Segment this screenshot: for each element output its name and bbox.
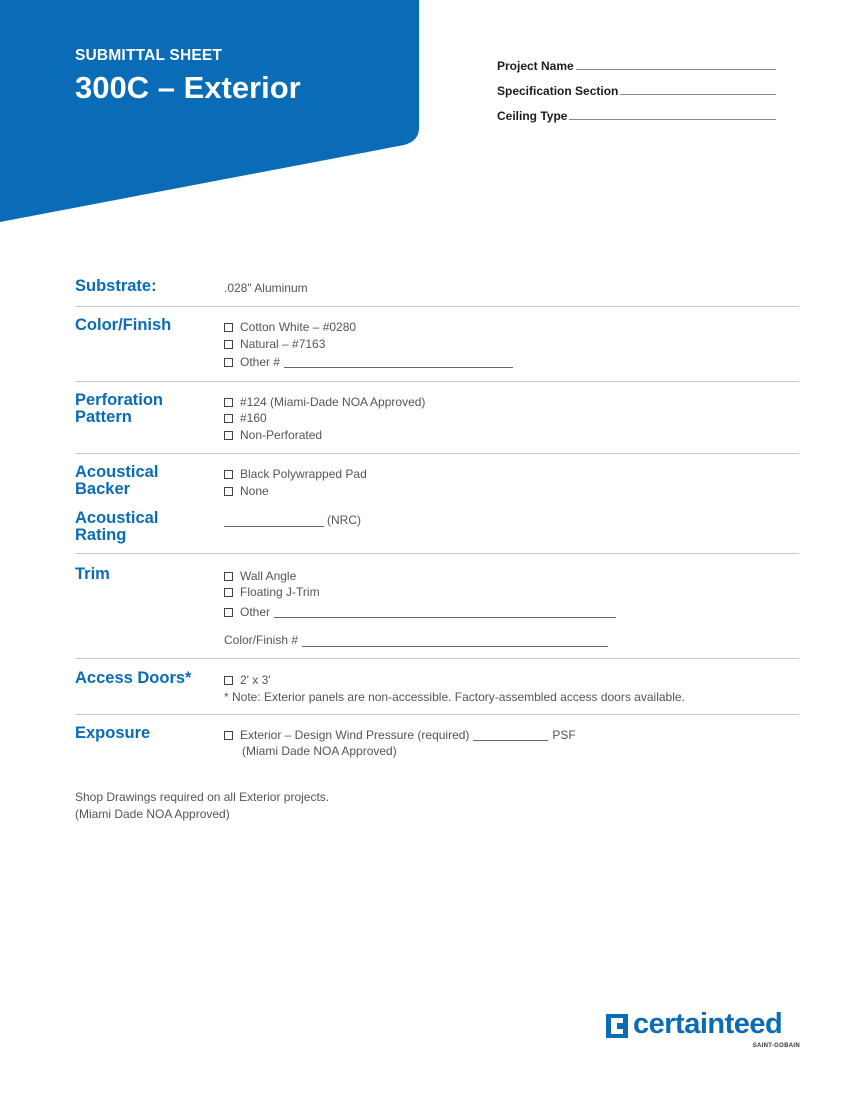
checkbox[interactable] — [224, 431, 233, 440]
project-name-field[interactable] — [497, 48, 776, 73]
access-doors-option[interactable]: 2' x 3' — [224, 673, 271, 687]
trim-color-finish-field[interactable]: Color/Finish # — [224, 633, 608, 647]
ceiling-type-label: Ceiling Type — [497, 109, 568, 123]
perforation-option[interactable]: #160 — [224, 411, 267, 425]
wind-pressure-blank[interactable] — [473, 729, 548, 741]
ceiling-type-field[interactable] — [497, 98, 776, 123]
trim-option-other[interactable]: Other — [224, 605, 616, 619]
trim-label: Trim — [75, 565, 110, 583]
divider — [75, 714, 799, 715]
color-finish-option[interactable]: Natural – #7163 — [224, 337, 325, 351]
project-name-label: Project Name — [497, 59, 574, 73]
acoustical-rating-label: Acoustical Rating — [75, 509, 159, 544]
trim-option[interactable]: Floating J-Trim — [224, 585, 320, 599]
trim-option[interactable]: Wall Angle — [224, 569, 296, 583]
divider — [75, 306, 799, 307]
ceiling-type-line[interactable] — [569, 119, 776, 120]
exposure-option-note: (Miami Dade NOA Approved) — [242, 744, 397, 758]
logo-wordmark: certainteed — [633, 1008, 783, 1040]
acoustical-backer-option[interactable]: Black Polywrapped Pad — [224, 467, 367, 481]
checkbox[interactable] — [224, 398, 233, 407]
document-type: SUBMITTAL SHEET — [75, 47, 223, 64]
divider — [75, 658, 799, 659]
substrate-value: .028" Aluminum — [224, 281, 308, 295]
other-color-blank[interactable] — [284, 356, 513, 368]
checkbox[interactable] — [224, 323, 233, 332]
divider — [75, 553, 799, 554]
divider — [75, 453, 799, 454]
color-finish-option-other[interactable]: Other # — [224, 355, 513, 369]
color-finish-label: Color/Finish — [75, 316, 172, 334]
project-fields — [497, 48, 776, 123]
specification-section-field[interactable] — [497, 73, 776, 98]
footer-notes — [75, 789, 329, 823]
footer-note-line: (Miami Dade NOA Approved) — [75, 807, 230, 821]
color-finish-option[interactable]: Cotton White – #0280 — [224, 320, 356, 334]
checkbox[interactable] — [224, 487, 233, 496]
checkbox[interactable] — [224, 572, 233, 581]
nrc-blank[interactable] — [224, 515, 324, 527]
acoustical-rating-field[interactable]: (NRC) — [224, 513, 361, 527]
certainteed-logo — [606, 1008, 802, 1053]
exposure-option[interactable]: Exterior – Design Wind Pressure (required) PSF — [224, 728, 576, 742]
logo-subtitle: SAINT-GOBAIN — [752, 1043, 800, 1049]
checkbox[interactable] — [224, 731, 233, 740]
specification-section-line[interactable] — [620, 94, 776, 95]
access-doors-note: * Note: Exterior panels are non-accessible. Factory-assembled access doors available. — [224, 690, 685, 704]
acoustical-backer-label: Acoustical Backer — [75, 463, 159, 498]
trim-color-finish-blank[interactable] — [302, 635, 608, 647]
access-doors-label: Access Doors* — [75, 669, 192, 687]
perforation-option[interactable]: Non-Perforated — [224, 428, 322, 442]
other-trim-blank[interactable] — [274, 606, 616, 618]
divider — [75, 381, 799, 382]
checkbox[interactable] — [224, 358, 233, 367]
specification-section-label: Specification Section — [497, 84, 619, 98]
checkbox[interactable] — [224, 588, 233, 597]
checkbox[interactable] — [224, 676, 233, 685]
exposure-label: Exposure — [75, 724, 151, 742]
perforation-option[interactable]: #124 (Miami-Dade NOA Approved) — [224, 395, 425, 409]
perforation-pattern-label: Perforation Pattern — [75, 391, 164, 426]
substrate-label: Substrate: — [75, 277, 157, 295]
footer-note-line: Shop Drawings required on all Exterior projects. — [75, 790, 330, 804]
checkbox[interactable] — [224, 340, 233, 349]
checkbox[interactable] — [224, 414, 233, 423]
project-name-line[interactable] — [576, 69, 776, 70]
logo-mark-icon — [606, 1014, 628, 1038]
acoustical-backer-option[interactable]: None — [224, 484, 269, 498]
checkbox[interactable] — [224, 608, 233, 617]
document-title: 300C – Exterior — [75, 70, 301, 105]
checkbox[interactable] — [224, 470, 233, 479]
